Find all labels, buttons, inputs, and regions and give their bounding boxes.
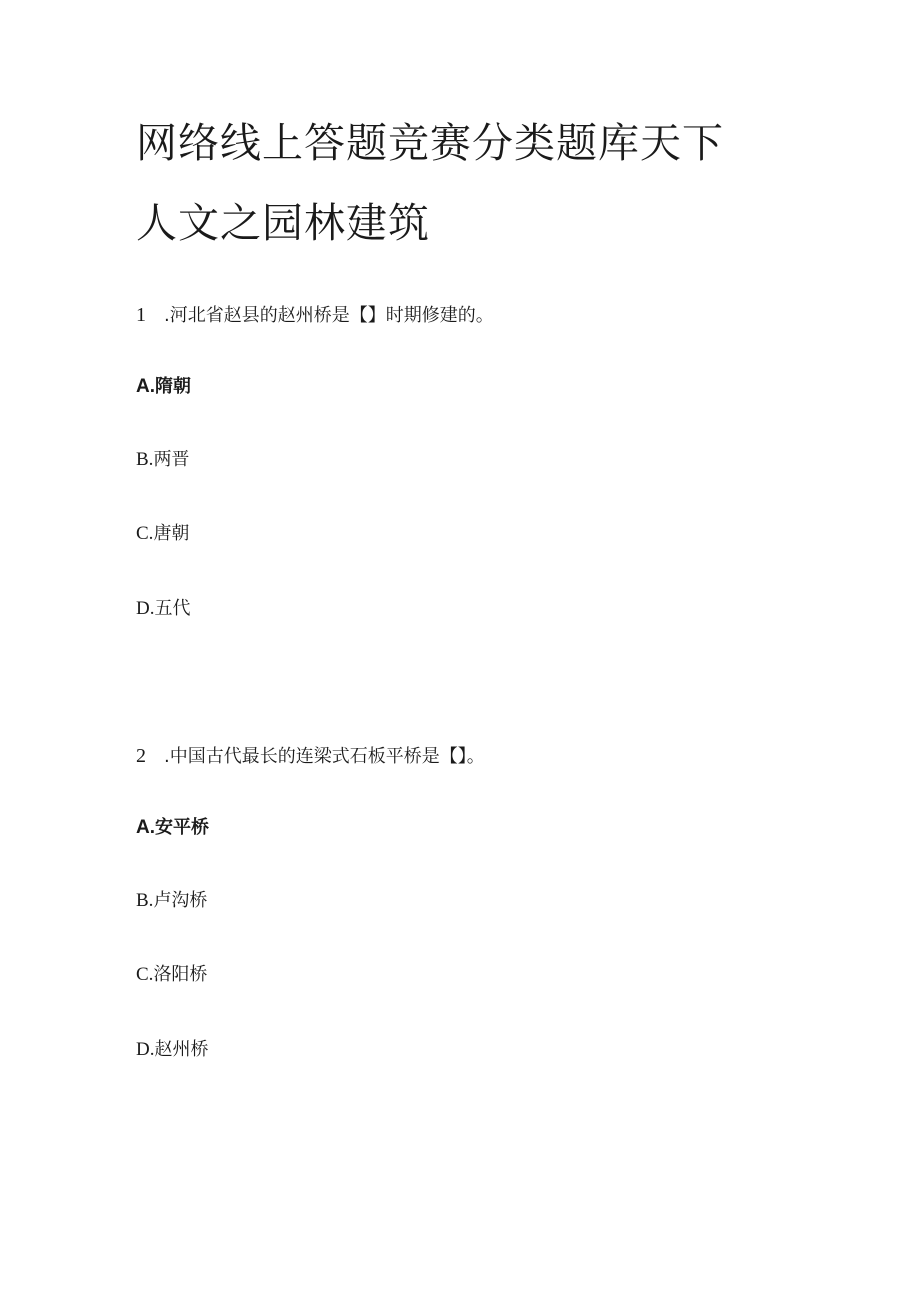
option-text: 洛阳桥	[153, 964, 208, 985]
option-text: 五代	[154, 598, 191, 619]
question-text: .河北省赵县的赵州桥是【】时期修建的。	[164, 305, 494, 326]
question-2-option-a	[136, 818, 209, 837]
option-letter: C.	[136, 523, 154, 544]
question-2-option-d	[136, 1040, 208, 1059]
question-1-option-c	[136, 524, 189, 543]
option-letter: D.	[136, 1039, 155, 1060]
document-title-line-2: 人文之园林建筑	[136, 199, 430, 247]
question-text: .中国古代最长的连梁式石板平桥是【】。	[164, 746, 485, 767]
question-1	[136, 305, 494, 325]
option-letter: A.	[136, 376, 155, 397]
question-2	[136, 746, 485, 766]
option-text: 安平桥	[155, 817, 209, 838]
option-letter: B.	[136, 890, 154, 911]
document-title-line-1: 网络线上答题竞赛分类题库天下	[136, 119, 724, 167]
option-letter: A.	[136, 817, 155, 838]
question-number: 1	[136, 304, 146, 326]
option-text: 唐朝	[153, 523, 190, 544]
option-letter: C.	[136, 964, 154, 985]
option-text: 赵州桥	[154, 1039, 209, 1060]
option-text: 两晋	[153, 449, 190, 470]
question-2-option-b	[136, 891, 207, 910]
option-text: 隋朝	[155, 376, 191, 397]
option-letter: D.	[136, 598, 155, 619]
option-text: 卢沟桥	[153, 890, 208, 911]
question-1-option-a	[136, 377, 191, 396]
question-1-option-d	[136, 599, 190, 618]
question-2-option-c	[136, 965, 207, 984]
question-1-option-b	[136, 450, 189, 469]
question-number: 2	[136, 745, 146, 767]
option-letter: B.	[136, 449, 154, 470]
